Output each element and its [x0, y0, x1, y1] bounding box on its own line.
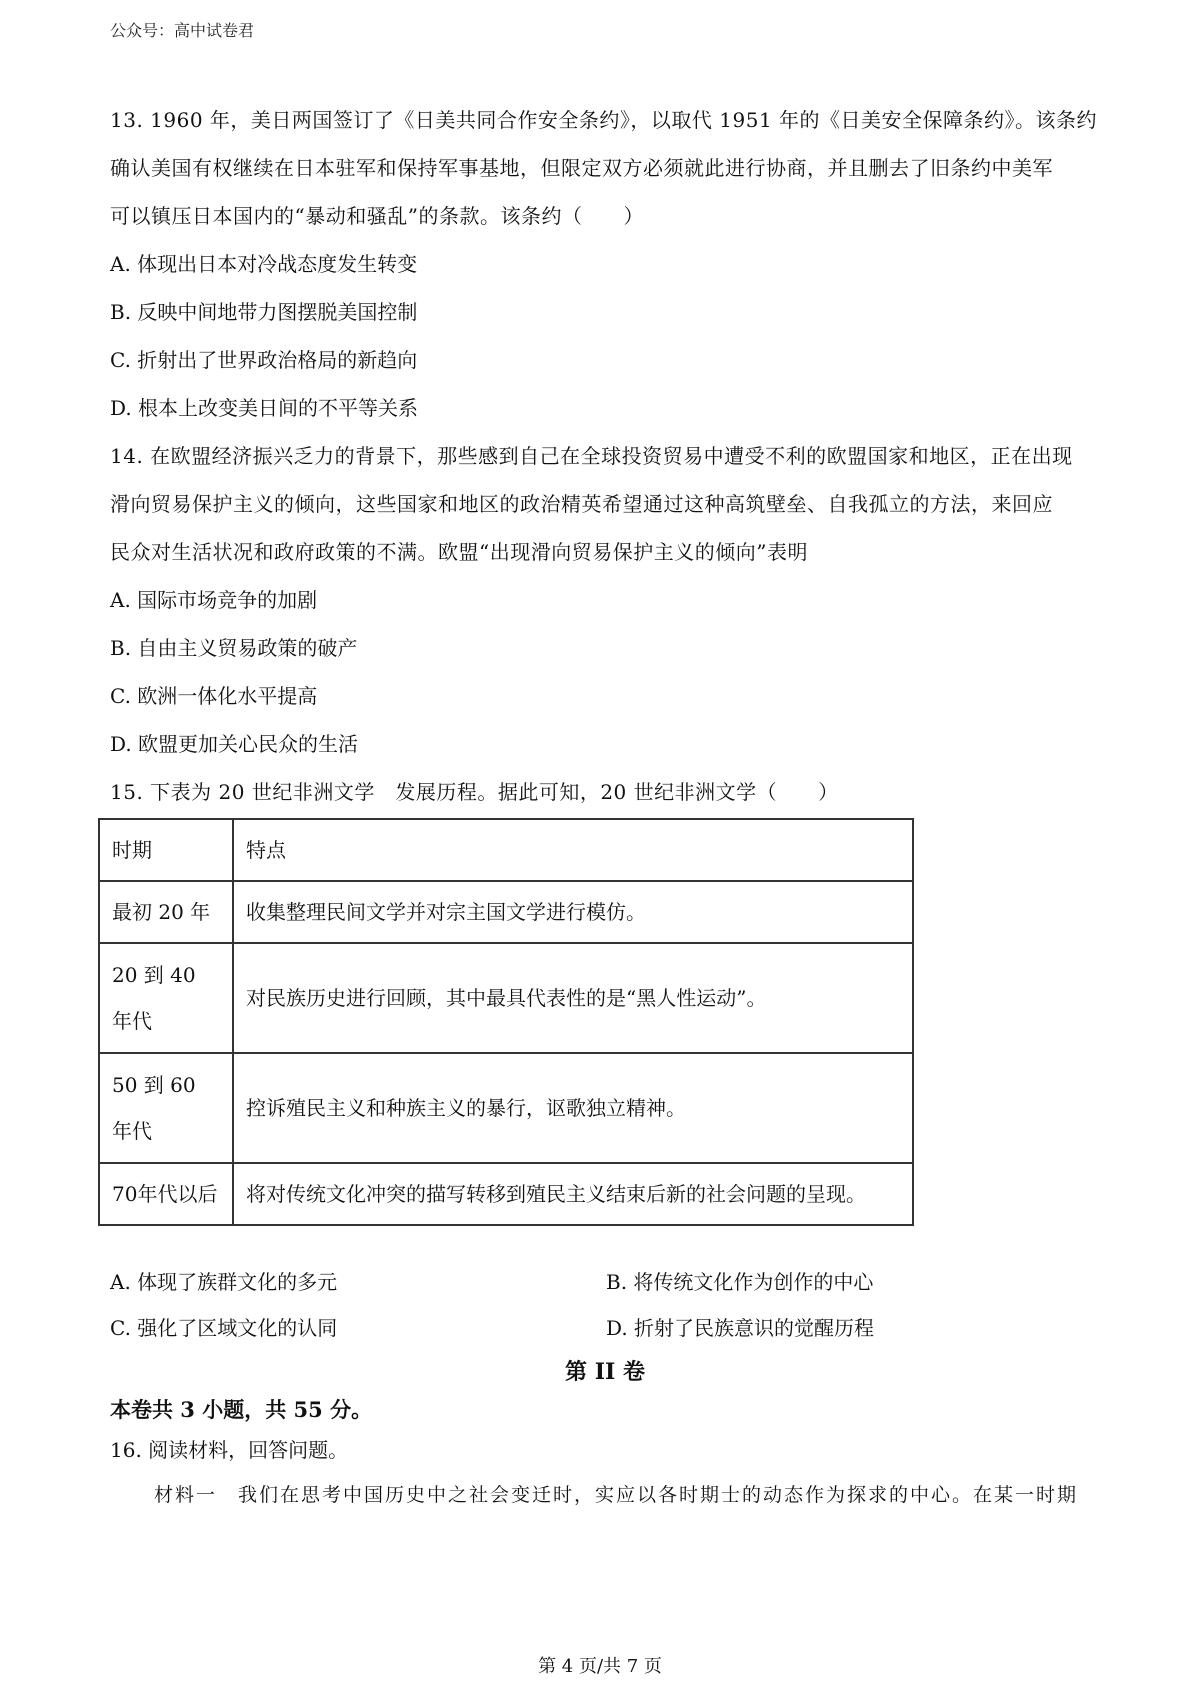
q13-line: 13. 1960 年，美日两国签订了《日美共同合作安全条约》，以取代 1951 年的《日美安全保障条约》。该条约: [110, 108, 1098, 132]
table-cell-feature: 将对传统文化冲突的描写转移到殖民主义结束后新的社会问题的呈现。: [233, 1163, 913, 1225]
table-row: [99, 1163, 913, 1225]
question-14: [110, 432, 1100, 768]
q14-line: 民众对生活状况和政府政策的不满。欧盟“出现滑向贸易保护主义的倾向”表明: [110, 540, 808, 564]
page-footer: 第 4 页/共 7 页: [538, 1656, 662, 1677]
table-row: [99, 943, 913, 1053]
material-one: 材料一 我们在思考中国历史中之社会变迁时，实应以各时期士的动态作为探求的中心。在某一时期: [154, 1484, 1079, 1506]
q13-option-a: A. 体现出日本对冷战态度发生转变: [110, 252, 418, 276]
page-content: [110, 96, 1100, 1520]
literature-table: [98, 818, 914, 1226]
table-header-row: [99, 819, 913, 881]
table-cell-feature: 收集整理民间文学并对宗主国文学进行模仿。: [233, 881, 913, 943]
q14-line: 14. 在欧盟经济振兴乏力的背景下，那些感到自己在全球投资贸易中遭受不利的欧盟国家和地区，正在出现: [110, 444, 1073, 468]
q15-option-a: A. 体现了族群文化的多元: [110, 1270, 338, 1294]
section-title: 第 II 卷: [565, 1359, 645, 1385]
table-cell-period: 50 到 60 年代: [99, 1053, 233, 1163]
q13-option-d: D. 根本上改变美日间的不平等关系: [110, 396, 419, 420]
table-header-cell: 时期: [99, 819, 233, 881]
q14-line: 滑向贸易保护主义的倾向，这些国家和地区的政治精英希望通过这种高筑壁垒、自我孤立的方法，来回应: [110, 492, 1053, 516]
table-row: [99, 881, 913, 943]
q14-option-d: D. 欧盟更加关心民众的生活: [110, 732, 359, 756]
table-cell-period: 最初 20 年: [99, 881, 233, 943]
q16-stem: 16. 阅读材料，回答问题。: [110, 1438, 349, 1462]
q14-option-c: C. 欧洲一体化水平提高: [110, 684, 318, 708]
table-cell-period: 20 到 40 年代: [99, 943, 233, 1053]
section-subtitle: 本卷共 3 小题，共 55 分。: [110, 1397, 373, 1422]
q15-option-c: C. 强化了区域文化的认同: [110, 1316, 338, 1340]
question-13: [110, 96, 1100, 432]
part-two: [110, 1354, 1100, 1520]
q13-option-c: C. 折射出了世界政治格局的新趋向: [110, 348, 418, 372]
table-row: [99, 1053, 913, 1163]
table-header-cell: 特点: [233, 819, 913, 881]
q13-line: 确认美国有权继续在日本驻军和保持军事基地，但限定双方必须就此进行协商，并且删去了旧条约中美军: [110, 156, 1053, 180]
q15-option-b: B. 将传统文化作为创作的中心: [606, 1270, 874, 1294]
question-15: [110, 768, 1100, 1354]
table-cell-feature: 对民族历史进行回顾，其中最具代表性的是“黑人性运动”。: [233, 943, 913, 1053]
page-header: 公众号：高中试卷君: [110, 21, 255, 40]
q13-line: 可以镇压日本国内的“暴动和骚乱”的条款。该条约（ ）: [110, 204, 644, 228]
q15-option-d: D. 折射了民族意识的觉醒历程: [606, 1316, 875, 1340]
q15-stem: 15. 下表为 20 世纪非洲文学 发展历程。据此可知，20 世纪非洲文学（ ）: [110, 780, 839, 804]
table-cell-feature: 控诉殖民主义和种族主义的暴行，讴歌独立精神。: [233, 1053, 913, 1163]
q14-option-b: B. 自由主义贸易政策的破产: [110, 636, 358, 660]
q13-option-b: B. 反映中间地带力图摆脱美国控制: [110, 300, 418, 324]
q15-options: [110, 1258, 1100, 1354]
q14-option-a: A. 国际市场竞争的加剧: [110, 588, 318, 612]
table-cell-period: 70年代以后: [99, 1163, 233, 1225]
